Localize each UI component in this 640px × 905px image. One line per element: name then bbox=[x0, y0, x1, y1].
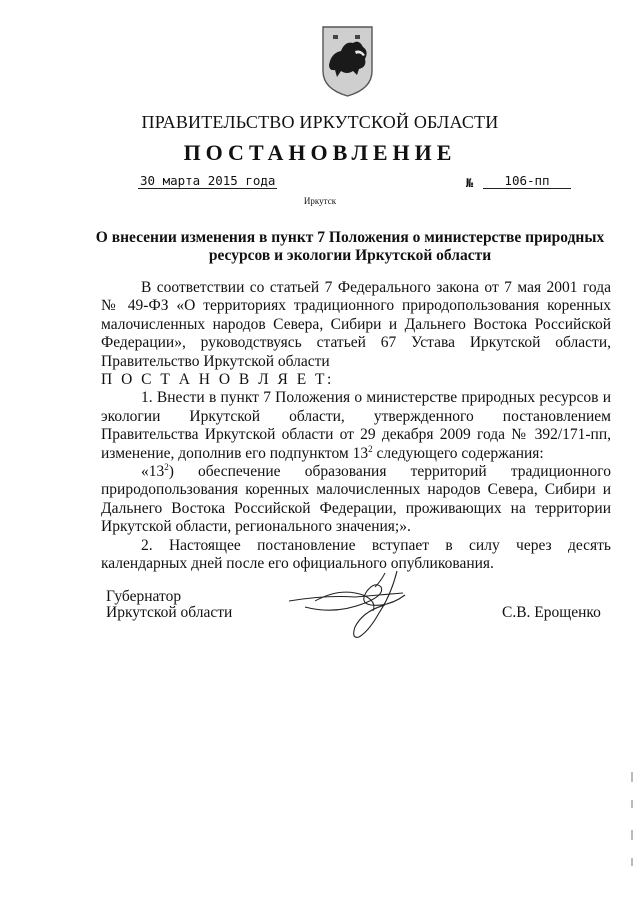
item-1-tail: следующего содержания: bbox=[372, 444, 544, 462]
handwritten-signature bbox=[285, 565, 425, 643]
quote-open: «13 bbox=[141, 463, 165, 481]
item-1-text: 1. Внести в пункт 7 Положения о министерстве природных ресурсов и экологии Иркутской области, утвержденного постановлением Правительства Иркутской области от 29 декабря 2009 года № 392/171-пп, изменение, дополнив его подпунктом 13 bbox=[101, 389, 611, 462]
quoted-subitem-paragraph bbox=[101, 463, 611, 537]
preamble-paragraph: В соответствии со статьей 7 Федерального закона от 7 мая 2001 года № 49-ФЗ «О территориях традиционного природопользования коренных малочисленных народов Севера, Сибири и Дальнего Востока Российской Федерации», руководствуясь статьей 67 Устава Иркутской области, Правительство Иркутской области bbox=[101, 279, 611, 370]
resolves-label: П О С Т А Н О В Л Я Е Т: bbox=[101, 371, 334, 389]
item-2-paragraph: 2. Настоящее постановление вступает в силу через десять календарных дней после его официального опубликования. bbox=[101, 536, 611, 573]
irkutsk-coat-of-arms-icon bbox=[319, 25, 376, 98]
document-number: 106-пп bbox=[483, 173, 571, 189]
heading-line-2: ресурсов и экологии Иркутской области bbox=[208, 247, 492, 264]
heading-line-1: О внесении изменения в пункт 7 Положения о министерстве природных bbox=[95, 229, 605, 246]
city-label: Иркутск bbox=[303, 196, 337, 206]
signatory-title-line-2: Иркутской области bbox=[106, 604, 233, 621]
signatory-title-line-1: Губернатор bbox=[106, 588, 182, 605]
quote-text: ) обеспечение образования территорий традиционного природопользования коренных малочисленных народов Севера, Сибири и Дальнего Востока Российской Федерации, проживающих на территории Иркутской области, регионального значения;». bbox=[101, 463, 611, 536]
document-heading bbox=[80, 229, 620, 265]
document-type: ПОСТАНОВЛЕНИЕ bbox=[183, 140, 457, 165]
item-1-superscript: 2 bbox=[368, 443, 373, 454]
item-1-paragraph bbox=[101, 389, 611, 463]
number-sign: № bbox=[466, 176, 474, 190]
signatory-name: С.В. Ерощенко bbox=[502, 604, 601, 621]
scan-edge-marks bbox=[626, 770, 636, 870]
government-title: ПРАВИТЕЛЬСТВО ИРКУТСКОЙ ОБЛАСТИ bbox=[141, 112, 499, 132]
signatory-title bbox=[106, 589, 232, 621]
document-body bbox=[101, 279, 611, 574]
document-date: 30 марта 2015 года bbox=[140, 173, 276, 188]
quote-superscript: 2 bbox=[164, 462, 169, 473]
